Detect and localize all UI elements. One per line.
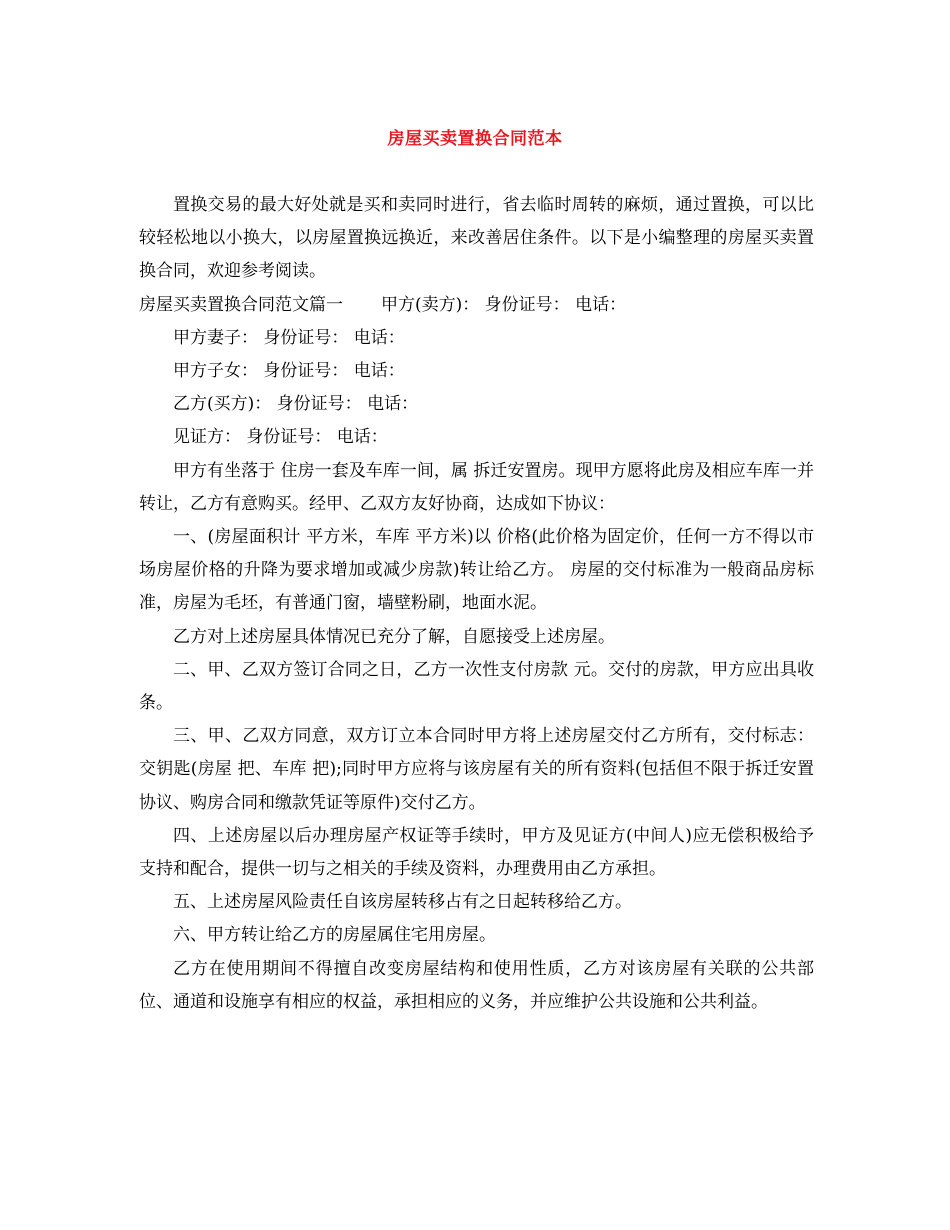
witness-line: 见证方： 身份证号： 电话： <box>173 427 388 448</box>
clause-1: 一、(房屋面积计 平方米，车库 平方米)以 价格(此价格为固定价，任何一方不得以市场房屋价格的升降为要求增加或减少房款)转让给乙方。 房屋的交付标准为一般商品房标准，房屋为毛坯，有普通门窗，墙壁粉刷，地面水泥。 <box>139 527 814 614</box>
clause-6-note: 乙方在使用期间不得擅自改变房屋结构和使用性质，乙方对该房屋有关联的公共部位、通道和设施享有相应的权益，承担相应的义务，并应维护公共设施和公共利益。 <box>139 958 814 1012</box>
document-body <box>139 189 814 1019</box>
clause-4: 四、上述房屋以后办理房屋产权证等手续时，甲方及见证方(中间人)应无偿积极给予支持和配合，提供一切与之相关的手续及资料，办理费用由乙方承担。 <box>139 825 814 880</box>
property-paragraph: 甲方有坐落于 住房一套及车库一间，属 拆迁安置房。现甲方愿将此房及相应车库一并转让，乙方有意购买。经甲、乙双方友好协商，达成如下协议： <box>139 460 814 514</box>
clause-3: 三、甲、乙双方同意，双方订立本合同时甲方将上述房屋交付乙方所有，交付标志：交钥匙(房屋 把、车库 把);同时甲方应将与该房屋有关的所有资料(包括但不限于拆迁安置协议、购房合同和缴款凭证等原件)交付乙方。 <box>139 726 814 813</box>
section-heading: 房屋买卖置换合同范文篇一 <box>139 294 343 315</box>
party-b-line: 乙方(买方)： 身份证号： 电话： <box>173 394 419 415</box>
clause-6: 六、甲方转让给乙方的房屋属住宅用房屋。 <box>173 925 496 946</box>
intro-paragraph: 置换交易的最大好处就是买和卖同时进行，省去临时周转的麻烦，通过置换，可以比较轻松地以小换大，以房屋置换远换近，来改善居住条件。以下是小编整理的房屋买卖置换合同，欢迎参考阅读。 <box>139 195 814 282</box>
clause-1-note: 乙方对上述房屋具体情况已充分了解，自愿接受上述房屋。 <box>173 626 615 647</box>
clause-2: 二、甲、乙双方签订合同之日，乙方一次性支付房款 元。交付的房款，甲方应出具收条。 <box>139 659 814 714</box>
party-a-spouse-line: 甲方妻子： 身份证号： 电话： <box>173 327 405 348</box>
party-a-line: 甲方(卖方)： 身份证号： 电话： <box>381 294 627 315</box>
party-a-children-line: 甲方子女： 身份证号： 电话： <box>173 361 405 382</box>
clause-5: 五、上述房屋风险责任自该房屋转移占有之日起转移给乙方。 <box>173 892 632 913</box>
document-title: 房屋买卖置换合同范本 <box>387 129 563 149</box>
section-heading-line <box>139 289 814 322</box>
